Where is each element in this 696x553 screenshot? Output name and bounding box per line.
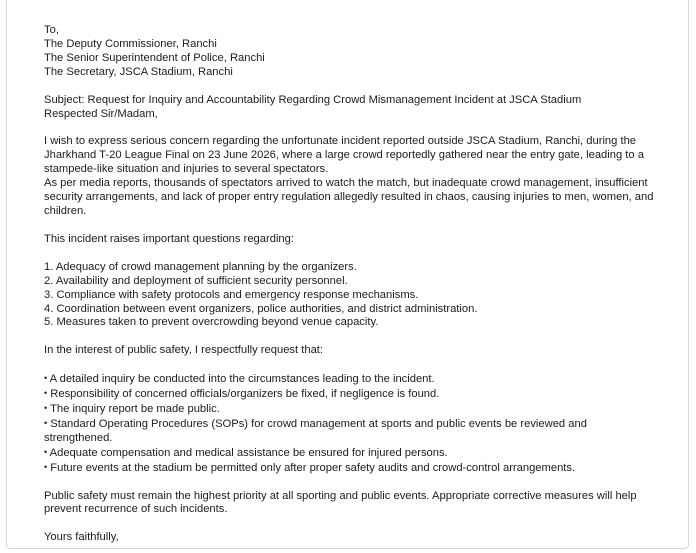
bullet-icon: • bbox=[44, 388, 48, 399]
recipient-line: The Secretary, JSCA Stadium, Ranchi bbox=[44, 65, 233, 78]
list-item bbox=[44, 446, 664, 461]
list-item: 4. Coordination between event organizers, police authorities, and district administration. bbox=[44, 302, 478, 315]
request-text: A detailed inquiry be conducted into the circumstances leading to the incident. bbox=[49, 373, 435, 386]
request-text: Standard Operating Procedures (SOPs) for crowd management at sports and public events be reviewed and strengthened. bbox=[44, 417, 587, 444]
list-item bbox=[44, 461, 664, 476]
body-paragraph-2: As per media reports, thousands of spectators arrived to watch the match, but inadequate crowd management, insufficient security arrangements, and lack of proper entry regulation allegedly resulted in chaos, causing injuries to men, women, and children. bbox=[44, 177, 654, 217]
list-item: 3. Compliance with safety protocols and emergency response mechanisms. bbox=[44, 288, 419, 301]
questions-list bbox=[44, 261, 664, 331]
bullet-icon: • bbox=[44, 403, 48, 414]
bullet-icon: • bbox=[44, 461, 48, 472]
list-item: 1. Adequacy of crowd management planning by the organizers. bbox=[44, 260, 357, 273]
requests-list bbox=[44, 372, 664, 475]
recipient-line: The Deputy Commissioner, Ranchi bbox=[44, 37, 217, 50]
salutation-to: To, bbox=[44, 24, 59, 36]
greeting: Respected Sir/Madam, bbox=[44, 107, 158, 120]
bullet-icon: • bbox=[44, 417, 48, 428]
bullet-icon: • bbox=[44, 373, 48, 384]
questions-intro: This incident raises important questions regarding: bbox=[44, 232, 294, 245]
body-paragraph-1: I wish to express serious concern regarding the unfortunate incident reported outside JSCA Stadium, Ranchi, during the Jharkhand T-20 League Final on 23 June 2026, where a large crowd reportedly gathered near the entry gate, leading to a stampede-like situation and injuries to several spectators. bbox=[44, 135, 644, 176]
list-item bbox=[44, 402, 664, 417]
recipient-line: The Senior Superintendent of Police, Ranchi bbox=[44, 51, 265, 64]
list-item: 2. Availability and deployment of sufficient security personnel. bbox=[44, 274, 348, 287]
request-text: The inquiry report be made public. bbox=[50, 403, 220, 416]
list-item bbox=[44, 387, 664, 402]
request-text: Future events at the stadium be permitted only after proper safety audits and crowd-control arrangements. bbox=[50, 461, 576, 474]
list-item bbox=[44, 417, 644, 446]
sign-off: Yours faithfully, bbox=[44, 531, 119, 544]
request-text: Adequate compensation and medical assistance be ensured for injured persons. bbox=[49, 446, 448, 459]
subject-line: Subject: Request for Inquiry and Accountability Regarding Crowd Mismanagement Incident at JSCA Stadium bbox=[44, 93, 582, 106]
letter-body bbox=[44, 24, 664, 545]
list-item: 5. Measures taken to prevent overcrowding beyond venue capacity. bbox=[44, 316, 379, 329]
request-text: Responsibility of concerned officials/organizers be fixed, if negligence is found. bbox=[50, 388, 440, 401]
closing-paragraph: Public safety must remain the highest priority at all sporting and public events. Appropriate corrective measures will help prevent recurrence of such incidents. bbox=[44, 489, 637, 516]
bullet-icon: • bbox=[44, 446, 48, 457]
requests-intro: In the interest of public safety, I respectfully request that: bbox=[44, 344, 324, 357]
list-item bbox=[44, 372, 664, 387]
